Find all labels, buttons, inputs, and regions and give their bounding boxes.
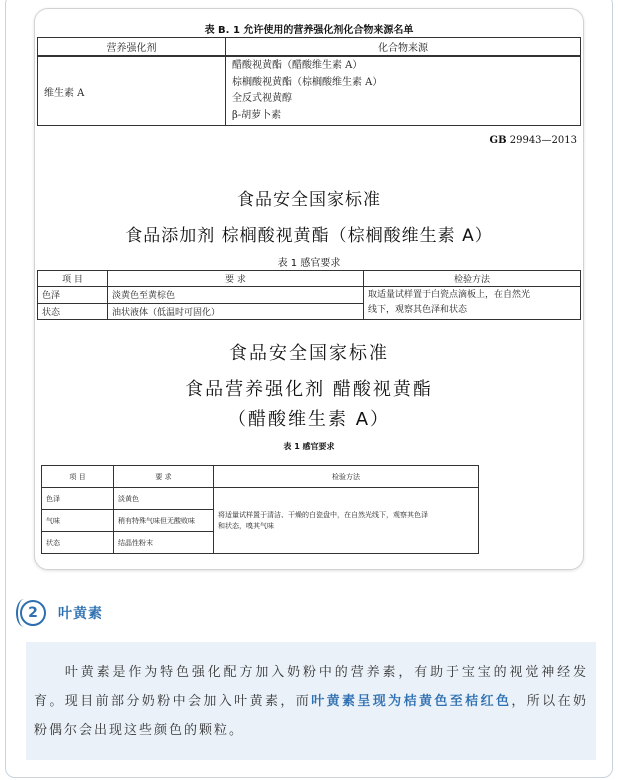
standard1-table-caption: 表 1 感官要求 (277, 258, 341, 269)
standard1-title: 食品安全国家标准 (237, 190, 381, 210)
paragraph-highlight: 叶黄素呈现为桔黄色至桔红色 (311, 694, 512, 709)
req-cell: 油状液体（低温时可固化） (108, 303, 364, 320)
standard2-title: 食品安全国家标准 (229, 343, 389, 364)
source-item: 棕榈酸视黄酯（棕榈酸维生素 A） (232, 76, 383, 88)
source-item: β-胡萝卜素 (232, 109, 282, 121)
standard1-subtitle: 食品添加剂 棕榈酸视黄酯（棕榈酸维生素 A） (125, 226, 493, 246)
table-header: 项 目 (38, 271, 108, 287)
description-paragraph (26, 642, 596, 760)
gb-code: GB 29943—2013 (489, 135, 577, 146)
item-cell: 色泽 (38, 287, 108, 304)
table-row (38, 287, 581, 304)
paragraph-text-end: ，所以在奶粉偶尔会出现这些颜色的颗粒。 (34, 694, 588, 738)
table-header: 要 求 (114, 466, 214, 488)
table-header: 化合物来源 (226, 38, 581, 57)
table-header: 检验方法 (364, 271, 581, 287)
method-cell: 将适量试样置于清洁、干燥的白瓷盘中，在自然光线下，观察其色泽 和状态，嗅其气味 (214, 488, 479, 554)
source-item: 醋酸视黄酯（醋酸维生素 A） (232, 60, 363, 71)
table-header: 检验方法 (214, 466, 479, 488)
item-cell: 状态 (38, 303, 108, 320)
standard2-subtitle-line2: （醋酸维生素 A） (227, 409, 391, 430)
section-title: 叶黄素 (58, 606, 103, 622)
req-cell: 结晶性粉末 (114, 532, 214, 554)
section-heading (20, 598, 103, 628)
req-cell: 淡黄色至黄棕色 (108, 287, 364, 304)
section-number-badge: 2 (20, 600, 46, 626)
table-row (42, 488, 479, 510)
standard2-subtitle: 食品营养强化剂 醋酸视黄酯 (185, 379, 433, 400)
paragraph-text: 叶黄素是作为特色强化配方加入奶粉中的营养素，有助于宝宝的视觉神经发育。现目前部分奶粉中会加入叶黄素，而 (34, 665, 588, 709)
standard2-table (41, 465, 479, 554)
table-b1 (37, 37, 581, 126)
standards-image (34, 8, 584, 570)
req-cell: 稍有特殊气味但无酸败味 (114, 510, 214, 532)
item-cell: 气味 (42, 510, 114, 532)
source-item: 全反式视黄醇 (232, 93, 292, 104)
method-cell: 取适量试样置于白瓷点滴板上，在自然光 线下，观察其色泽和状态 (364, 287, 581, 320)
table-b1-caption: 表 B. 1 允许使用的营养强化剂化合物来源名单 (204, 25, 414, 36)
table-header: 营养强化剂 (38, 38, 226, 57)
sources-cell (226, 56, 581, 126)
nutrient-cell: 维生素 A (38, 56, 226, 126)
standard2-table-caption: 表 1 感官要求 (283, 442, 335, 451)
item-cell: 色泽 (42, 488, 114, 510)
table-header: 项 目 (42, 466, 114, 488)
table-header: 要 求 (108, 271, 364, 287)
req-cell: 淡黄色 (114, 488, 214, 510)
item-cell: 状态 (42, 532, 114, 554)
standard1-table (37, 270, 581, 320)
